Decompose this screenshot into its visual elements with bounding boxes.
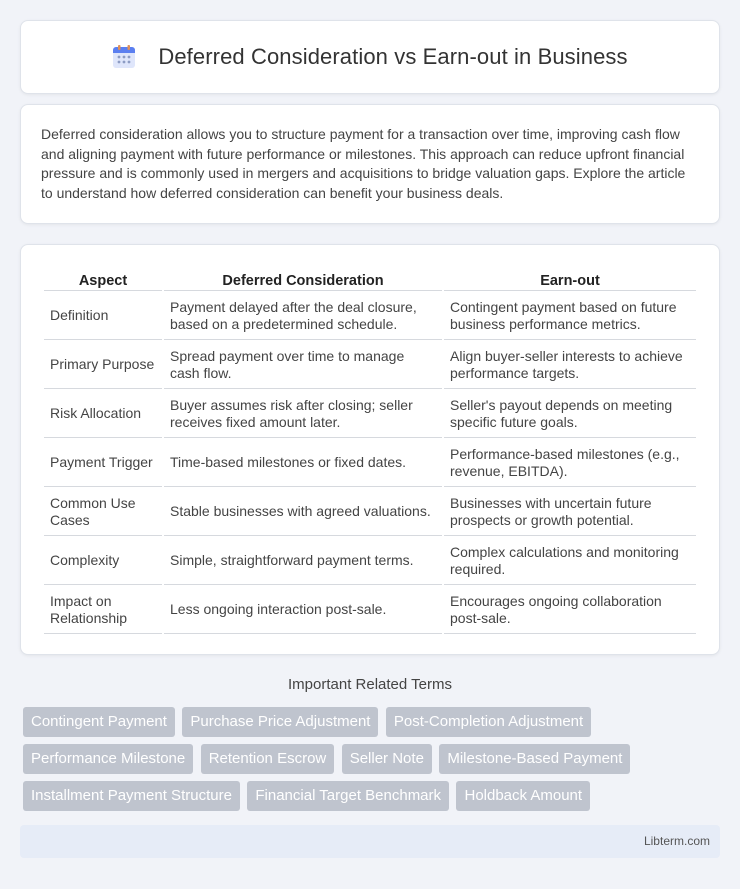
header-card [20,20,720,94]
row-aspect: Common Use Cases [44,489,162,536]
table-row [44,489,696,536]
row-aspect: Impact on Relationship [44,587,162,634]
row-aspect: Complexity [44,538,162,585]
table-header-row [44,267,696,291]
row-aspect: Payment Trigger [44,440,162,487]
row-deferred: Time-based milestones or fixed dates. [164,440,442,487]
calendar-icon [112,45,136,69]
row-earnout: Align buyer-seller interests to achieve performance targets. [444,342,696,389]
row-earnout: Seller's payout depends on meeting specific future goals. [444,391,696,438]
related-term-tag[interactable]: Installment Payment Structure [23,781,240,811]
row-earnout: Businesses with uncertain future prospects or growth potential. [444,489,696,536]
column-header-earnout: Earn-out [444,267,696,291]
row-aspect: Definition [44,293,162,340]
related-term-tag[interactable]: Milestone-Based Payment [439,744,630,774]
row-deferred: Payment delayed after the deal closure, based on a predetermined schedule. [164,293,442,340]
comparison-table [42,265,698,636]
related-term-tag[interactable]: Seller Note [342,744,432,774]
footer-site-link[interactable]: Libterm.com [643,834,710,848]
table-row [44,293,696,340]
related-term-tag[interactable]: Post-Completion Adjustment [386,707,591,737]
table-row [44,587,696,634]
row-aspect: Primary Purpose [44,342,162,389]
row-earnout: Complex calculations and monitoring required. [444,538,696,585]
footer [20,825,720,858]
row-deferred: Simple, straightforward payment terms. [164,538,442,585]
related-term-tag[interactable]: Purchase Price Adjustment [182,707,378,737]
related-term-tag[interactable]: Performance Milestone [23,744,193,774]
row-earnout: Contingent payment based on future business performance metrics. [444,293,696,340]
intro-text: Deferred consideration allows you to structure payment for a transaction over time, improving cash flow and aligning payment with future performance or milestones. This approach can reduce upfront financial pressure and is commonly used in mergers and acquisitions to bridge valuation gaps. Explore the article to understand how deferred consideration can benefit your business deals. [41,126,686,201]
related-term-tag[interactable]: Holdback Amount [456,781,590,811]
table-row [44,342,696,389]
related-term-tag[interactable]: Contingent Payment [23,707,175,737]
related-terms-list [23,707,713,818]
row-earnout: Performance-based milestones (e.g., revenue, EBITDA). [444,440,696,487]
row-aspect: Risk Allocation [44,391,162,438]
table-row [44,440,696,487]
row-deferred: Buyer assumes risk after closing; seller receives fixed amount later. [164,391,442,438]
column-header-deferred: Deferred Consideration [164,267,442,291]
related-term-tag[interactable]: Retention Escrow [201,744,335,774]
comparison-card [20,244,720,655]
table-row [44,391,696,438]
related-terms-title: Important Related Terms [288,676,452,693]
intro-card [20,104,720,224]
page-title: Deferred Consideration vs Earn-out in Business [158,44,628,69]
row-deferred: Stable businesses with agreed valuations. [164,489,442,536]
row-earnout: Encourages ongoing collaboration post-sale. [444,587,696,634]
row-deferred: Less ongoing interaction post-sale. [164,587,442,634]
column-header-aspect: Aspect [44,267,162,291]
table-row [44,538,696,585]
row-deferred: Spread payment over time to manage cash flow. [164,342,442,389]
related-term-tag[interactable]: Financial Target Benchmark [247,781,449,811]
